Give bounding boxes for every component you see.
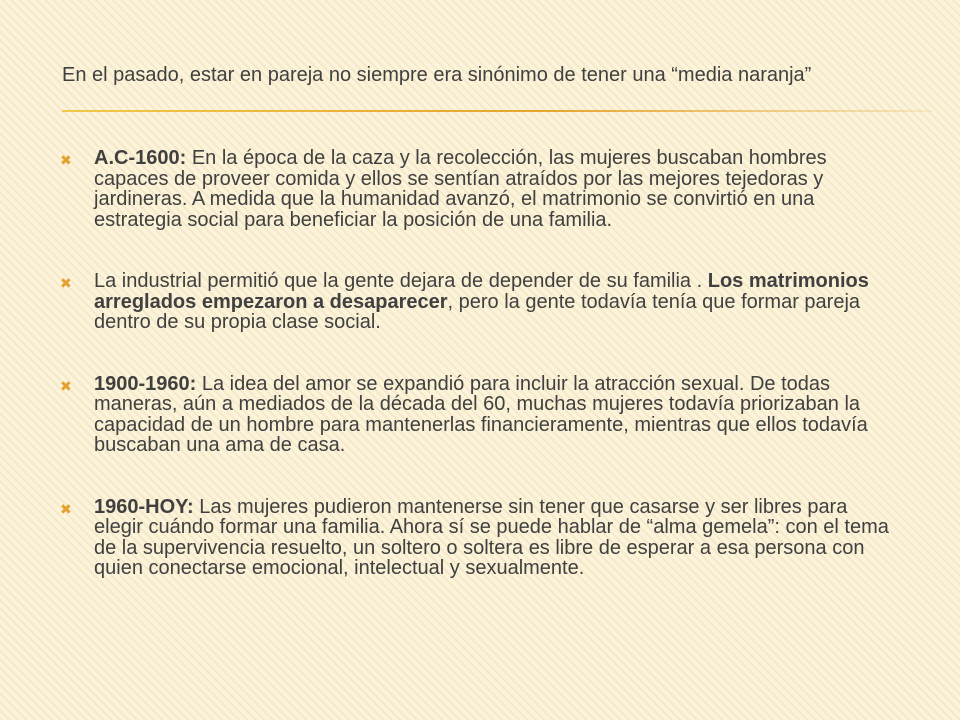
bullet-item-4 (58, 497, 898, 579)
bullet-body: En la época de la caza y la recolección, las mujeres buscaban hombres capaces de proveer comida y ellos se sentían atraídos por las mejores tejedoras y jardineras. A medida que la humanidad avanzó, el matrimonio se convirtió en una estrategia social para beneficiar la posición de una familia. (94, 147, 827, 231)
bullet-text (94, 271, 898, 333)
bullet-item-2 (58, 271, 898, 333)
cross-bullet-icon: ✖ (60, 377, 72, 394)
bullet-text (94, 497, 898, 579)
bullet-date: A.C-1600: (94, 147, 187, 169)
cross-bullet-icon: ✖ (60, 500, 72, 517)
cross-bullet-icon: ✖ (60, 275, 72, 291)
bullet-item-3 (58, 374, 898, 456)
bullet-date: 1900-1960: (94, 372, 197, 395)
bullet-body: La idea del amor se expandió para incluir la atracción sexual. De todas maneras, aún a mediados de la década del 60, muchas mujeres todavía priorizaban la capacidad de un hombre para mantenerlas financieramente, mientras que ellos todavía buscaban una ama de casa. (94, 372, 868, 456)
heading-divider (62, 110, 932, 112)
bullet-item-1 (58, 148, 898, 230)
bullet-lead: La industrial permitió que la gente dejara de depender de su familia . (94, 270, 708, 292)
bullet-body: , pero la gente todavía tenía que formar pareja dentro de su propia clase social. (94, 290, 861, 333)
bullet-date: 1960-HOY: (94, 495, 194, 518)
bullet-body: Las mujeres pudieron mantenerse sin tener que casarse y ser libres para elegir cuándo formar una familia. Ahora sí se puede hablar de “alma gemela”: con el tema de la supervivencia resuelto, un soltero o soltera es libre de esperar a esa persona con quien conectarse emocional, intelectual y sexualmente. (94, 495, 889, 579)
bullet-text (94, 374, 898, 456)
bullet-emphasis: Los matrimonios arreglados empezaron a desaparecer (94, 270, 869, 313)
bullet-text (94, 148, 898, 230)
cross-bullet-icon: ✖ (60, 152, 72, 168)
bullet-list (58, 148, 898, 579)
slide-heading: En el pasado, estar en pareja no siempre era sinónimo de tener una “media naranja” (62, 64, 812, 86)
